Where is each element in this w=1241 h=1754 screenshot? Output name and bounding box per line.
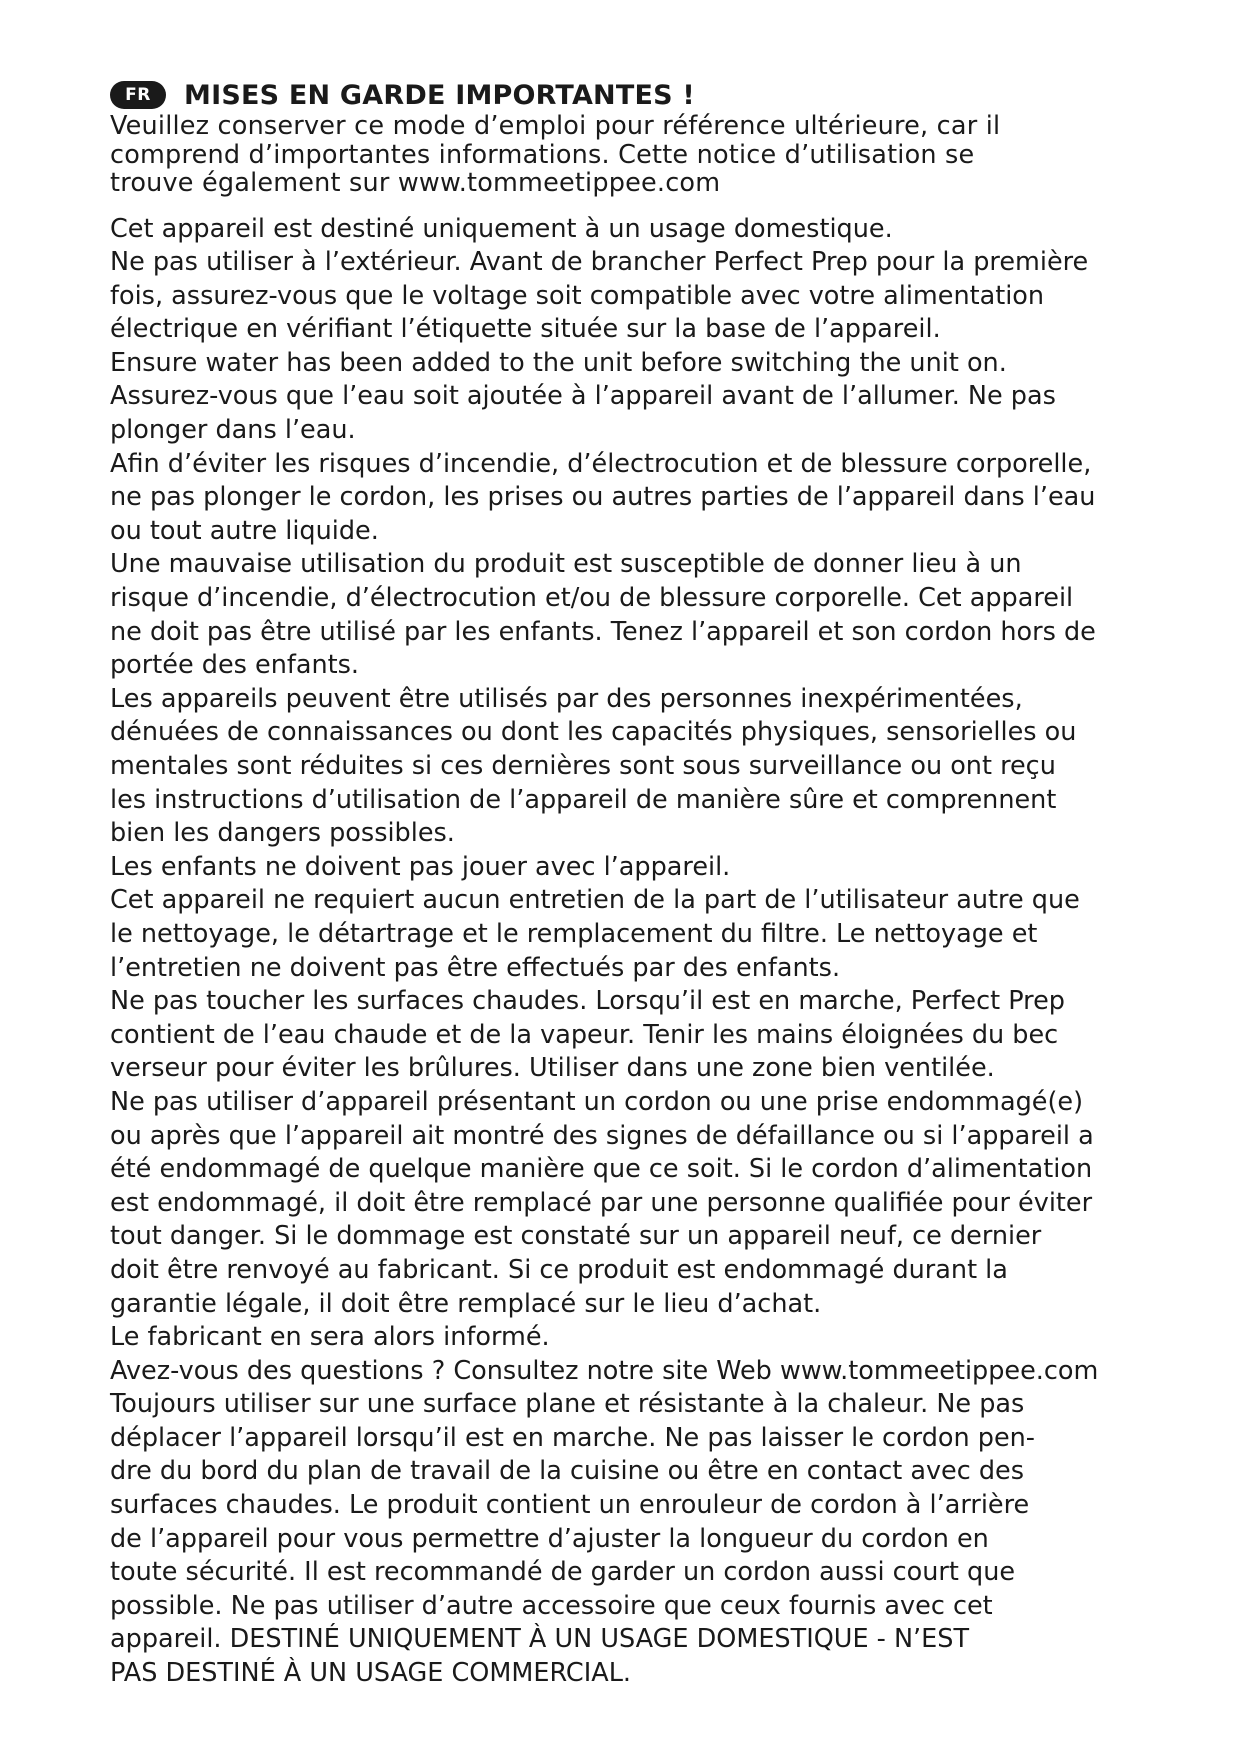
section-title: MISES EN GARDE IMPORTANTES ! [184,79,695,111]
text-line: possible. Ne pas utiliser d’autre accessoire que ceux fournis avec cet [110,1590,993,1621]
text-line: Avez-vous des questions ? Consultez notre site Web www.tommeetippee.com [110,1355,1099,1386]
text-line: dre du bord du plan de travail de la cuisine ou être en contact avec des [110,1456,1025,1487]
text-line: de l’appareil pour vous permettre d’ajuster la longueur du cordon en [110,1523,989,1554]
text-line: les instructions d’utilisation de l’appareil de manière sûre et comprennent [110,784,1057,815]
text-line: bien les dangers possibles. [110,818,455,849]
text-line: verseur pour éviter les brûlures. Utiliser dans une zone bien ventilée. [110,1053,995,1084]
text-line: garantie légale, il doit être remplacé sur le lieu d’achat. [110,1288,822,1319]
text-line: l’entretien ne doivent pas être effectués par des enfants. [110,952,841,983]
text-line: Afin d’éviter les risques d’incendie, d’électrocution et de blessure corporelle, [110,448,1092,479]
document-page [110,78,1145,1691]
intro-line: comprend d’importantes informations. Cette notice d’utilisation se [110,139,975,170]
text-line: ne doit pas être utilisé par les enfants. Tenez l’appareil et son cordon hors de [110,616,1096,647]
text-line: Assurez-vous que l’eau soit ajoutée à l’appareil avant de l’allumer. Ne pas [110,381,1056,412]
intro-paragraph [110,112,1145,198]
text-line: fois, assurez-vous que le voltage soit compatible avec votre alimentation [110,280,1045,311]
text-line: ne pas plonger le cordon, les prises ou autres parties de l’appareil dans l’eau [110,482,1096,513]
section-header [110,78,1145,112]
text-line: Les enfants ne doivent pas jouer avec l’appareil. [110,851,731,882]
text-line: Une mauvaise utilisation du produit est susceptible de donner lieu à un [110,549,1022,580]
text-line: Le fabricant en sera alors informé. [110,1322,550,1353]
text-line: doit être renvoyé au fabricant. Si ce produit est endommagé durant la [110,1254,1008,1285]
text-line: déplacer l’appareil lorsqu’il est en marche. Ne pas laisser le cordon pen- [110,1422,1036,1453]
text-line: dénuées de connaissances ou dont les capacités physiques, sensorielles ou [110,717,1077,748]
text-line: Cet appareil ne requiert aucun entretien de la part de l’utilisateur autre que [110,885,1080,916]
text-line: électrique en vérifiant l’étiquette située sur la base de l’appareil. [110,314,941,345]
intro-line: trouve également sur www.tommeetippee.com [110,168,721,198]
text-line: été endommagé de quelque manière que ce soit. Si le cordon d’alimentation [110,1154,1093,1185]
text-line: Les appareils peuvent être utilisés par des personnes inexpérimentées, [110,683,1023,714]
text-line: ou après que l’appareil ait montré des signes de défaillance ou si l’appareil a [110,1120,1094,1151]
text-line: toute sécurité. Il est recommandé de garder un cordon aussi court que [110,1557,1016,1588]
language-badge: FR [110,81,166,109]
text-line: tout danger. Si le dommage est constaté sur un appareil neuf, ce dernier [110,1221,1042,1252]
text-line: portée des enfants. [110,650,360,681]
text-line: Ne pas toucher les surfaces chaudes. Lorsqu’il est en marche, Perfect Prep [110,986,1065,1017]
text-line: Ne pas utiliser d’appareil présentant un cordon ou une prise endommagé(e) [110,1086,1084,1117]
text-line: Toujours utiliser sur une surface plane et résistante à la chaleur. Ne pas [110,1389,1025,1420]
text-line: Cet appareil est destiné uniquement à un usage domestique. [110,213,893,244]
text-line: contient de l’eau chaude et de la vapeur. Tenir les mains éloignées du bec [110,1019,1059,1050]
text-line: Ensure water has been added to the unit before switching the unit on. [110,347,1007,378]
warnings-body [110,213,1145,1691]
text-line: plonger dans l’eau. [110,415,356,446]
text-line: risque d’incendie, d’électrocution et/ou de blessure corporelle. Cet appareil [110,583,1074,614]
text-line: le nettoyage, le détartrage et le remplacement du filtre. Le nettoyage et [110,918,1038,949]
text-line: PAS DESTINÉ À UN USAGE COMMERCIAL. [110,1658,632,1689]
intro-line: Veuillez conserver ce mode d’emploi pour référence ultérieure, car il [110,111,1001,141]
text-line: Ne pas utiliser à l’extérieur. Avant de brancher Perfect Prep pour la première [110,247,1089,278]
text-line: ou tout autre liquide. [110,515,379,546]
text-line: surfaces chaudes. Le produit contient un enrouleur de cordon à l’arrière [110,1490,1030,1521]
text-line: est endommagé, il doit être remplacé par une personne qualifiée pour éviter [110,1187,1093,1218]
text-line: mentales sont réduites si ces dernières sont sous surveillance ou ont reçu [110,751,1056,781]
text-line: appareil. DESTINÉ UNIQUEMENT À UN USAGE DOMESTIQUE - N’EST [110,1624,970,1655]
